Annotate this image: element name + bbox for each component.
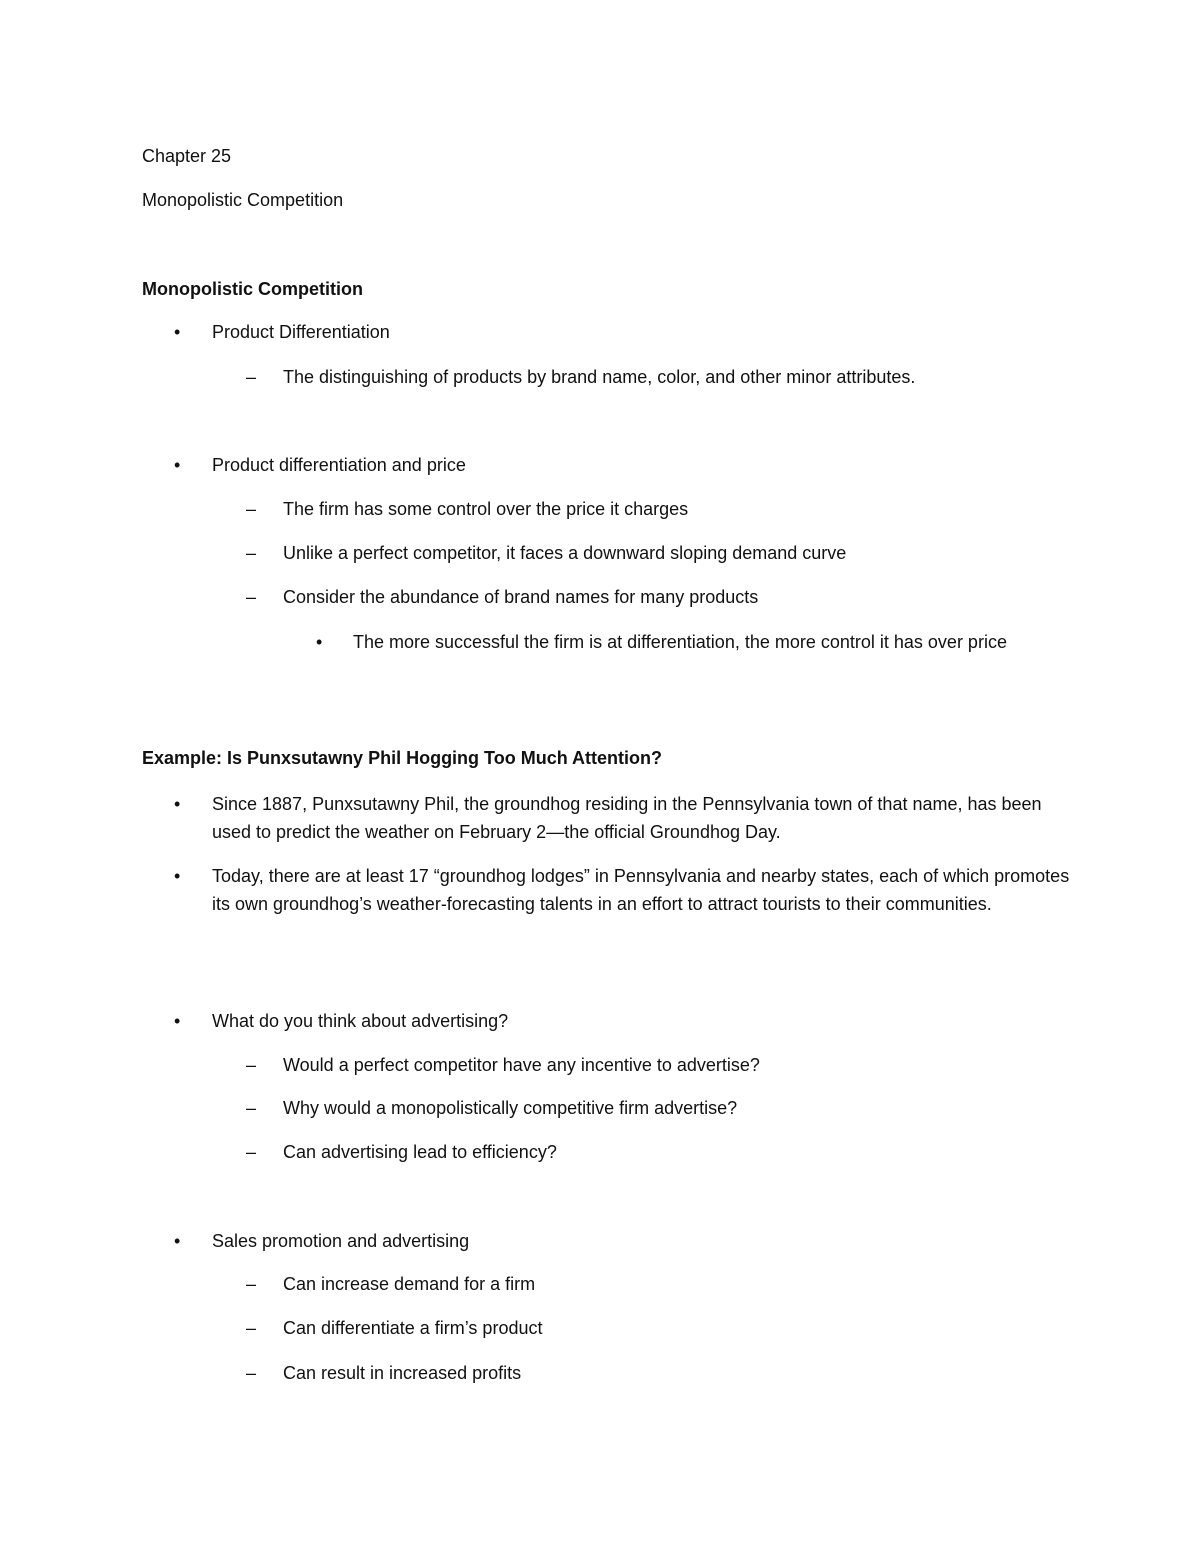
dash-marker: – [246, 543, 257, 563]
dash-marker: – [246, 1142, 257, 1162]
dash-marker: – [246, 1363, 257, 1383]
list-subitem: Why would a monopolistically competitive firm advertise? [283, 1098, 738, 1118]
dash-marker: – [246, 1274, 257, 1294]
bullet-marker: • [174, 455, 181, 475]
list-item: Product differentiation and price [212, 455, 466, 475]
bullet-marker: • [174, 866, 181, 886]
list-subitem: Can differentiate a firm’s product [283, 1318, 543, 1338]
dash-marker: – [246, 499, 257, 519]
dash-marker: – [246, 1318, 257, 1338]
bullet-marker: • [174, 1231, 181, 1251]
list-subsubitem: The more successful the firm is at differentiation, the more control it has over price [353, 632, 1007, 652]
list-subitem: The firm has some control over the price it charges [283, 499, 689, 519]
bullet-marker: • [174, 1011, 181, 1031]
list-item: Since 1887, Punxsutawny Phil, the groundhog residing in the Pennsylvania town of that name, has been used to predict the weather on February 2—the official Groundhog Day. [212, 794, 1042, 842]
list-subitem: Would a perfect competitor have any incentive to advertise? [283, 1055, 760, 1075]
bullet-marker: • [174, 322, 181, 342]
dash-marker: – [246, 367, 257, 387]
list-subitem: Consider the abundance of brand names for many products [283, 587, 759, 607]
bullet-marker: • [316, 632, 323, 652]
list-subitem: Can advertising lead to efficiency? [283, 1142, 557, 1162]
list-subitem: The distinguishing of products by brand name, color, and other minor attributes. [283, 367, 916, 387]
dash-marker: – [246, 1055, 257, 1075]
dash-marker: – [246, 587, 257, 607]
list-subitem: Can increase demand for a firm [283, 1274, 536, 1294]
list-subitem: Unlike a perfect competitor, it faces a downward sloping demand curve [283, 543, 847, 563]
dash-marker: – [246, 1098, 257, 1118]
bullet-marker: • [174, 794, 181, 814]
list-item: What do you think about advertising? [212, 1011, 509, 1031]
section-heading-monopolistic-competition: Monopolistic Competition [142, 279, 363, 299]
chapter-subtitle: Monopolistic Competition [142, 190, 344, 210]
list-item: Sales promotion and advertising [212, 1231, 470, 1251]
list-item: Today, there are at least 17 “groundhog lodges” in Pennsylvania and nearby states, each of which promotes its own groundhog’s weather-forecasting talents in an effort to attract tourists to their communities. [212, 866, 1070, 914]
section-heading-example: Example: Is Punxsutawny Phil Hogging Too Much Attention? [142, 748, 663, 768]
chapter-title: Chapter 25 [142, 146, 232, 166]
list-item: Product Differentiation [212, 322, 390, 342]
list-subitem: Can result in increased profits [283, 1363, 522, 1383]
